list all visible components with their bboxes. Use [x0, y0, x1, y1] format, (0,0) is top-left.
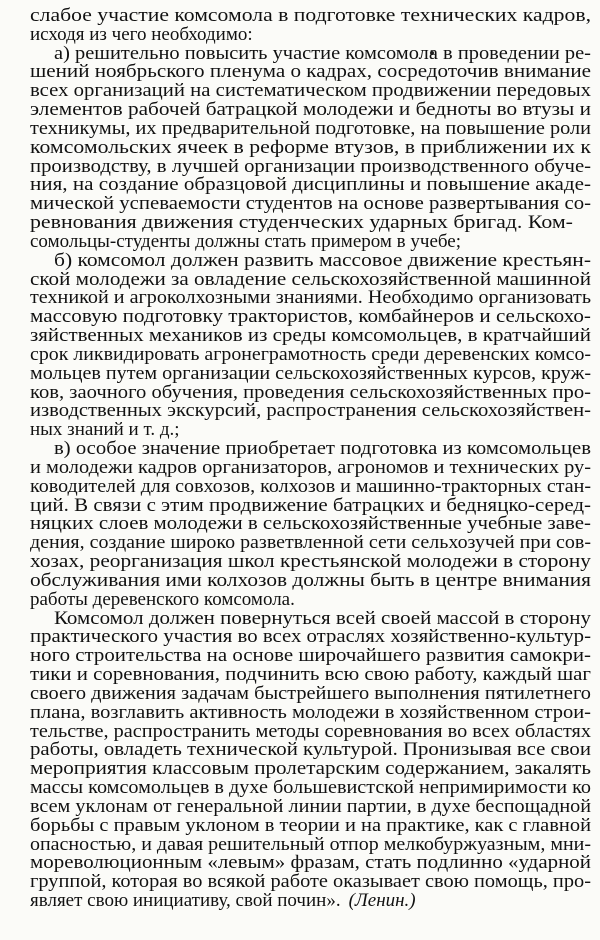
text-line: комсомольских ячеек в реформе втузов, в приближении их к [30, 137, 592, 158]
text-line: срок ликвидировать агронеграмотность среди деревенских комсо- [30, 344, 592, 365]
text-line: всем уклонам от генеральной линии партии, в духе беспощадной [30, 796, 592, 817]
text-line: няцких слоев молодежи в сельскохозяйственные учебные заве- [30, 513, 591, 534]
text-line: слабое участие комсомола в подготовке технических кадров, [30, 5, 591, 26]
text-line: обслуживания ими колхозов должны быть в центре внимания [30, 570, 592, 591]
text-line: мольцев путем организации сельскохозяйственных курсов, круж- [30, 363, 592, 384]
text-line: работы, овладеть технической культурой. Пронизывая все свои [30, 739, 591, 760]
text-line: массовую подготовку трактористов, комбайнеров и сельскохо- [30, 306, 591, 327]
text-line: массы комсомольцев в духе большевистской непримиримости ко [30, 777, 592, 798]
text-line: изводственных экскурсий, распространения сельскохозяйствен- [30, 400, 592, 421]
text-line: ков, заочного обучения, проведения сельскохозяйственных про- [30, 382, 592, 403]
text-line: исходя из чего необходимо: [30, 24, 253, 45]
text-line: б) комсомол должен развить массовое движение крестьян- [54, 250, 591, 271]
text-line: мореволюционным «левым» фразам, стать подлинно «ударной [30, 852, 591, 873]
text-line: опасностью, и давая решительный отпор мелкобуржуазным, мни- [30, 834, 592, 855]
text-line: и молодежи кадров организаторов, агрономов и технических ру- [30, 457, 591, 478]
text-line: Комсомол должен повернуться всей своей массой в сторону [54, 608, 591, 629]
text-line: дения, создание широко разветвленной сети сельхозучей при сов- [30, 532, 591, 553]
text-line: а) решительно повысить участие комсомола в проведении ре- [54, 43, 591, 64]
text-line: тельстве, распространить методы соревнования во всех областях [30, 721, 592, 742]
text-line: ного строительства на основе широчайшего развития самокри- [30, 645, 591, 666]
text-line: тики и соревнования, подчинить всю свою работу, каждый шаг [30, 664, 591, 685]
text-line: элементов рабочей батрацкой молодежи и бедноты во втузы и [30, 99, 591, 120]
text-line: хозах, реорганизация школ крестьянской молодежи в сторону [30, 551, 591, 572]
text-line: ководителей для совхозов, колхозов и машинно-тракторных стан- [30, 476, 592, 497]
text-line: практического участия во всех отраслях хозяйственно-культур- [30, 626, 591, 647]
text-line: производству, в лучшей организации производственного обуче- [30, 156, 592, 177]
text-line: группой, которая во всякой работе оказывает свою помощь, про- [30, 871, 591, 892]
citation: (Ленин.) [348, 890, 416, 911]
text-line: шений ноябрьского пленума о кадрах, сосредоточив внимание [30, 61, 591, 82]
text-line: ния, на создание образцовой дисциплины и повышение акаде- [30, 174, 592, 195]
text-line: являет свою инициативу, свой почин». [30, 890, 341, 911]
text-line: борьбы с правым уклоном в теории и на практике, как с главной [30, 815, 592, 836]
text-line: в) особое значение приобретает подготовка из комсомольцев [54, 438, 591, 459]
text-line: техникой и агроколхозными знаниями. Необходимо организовать [30, 287, 592, 308]
text-line: плана, возглавить активность молодежи в хозяйственном строи- [30, 702, 592, 723]
text-line: мической успеваемости студентов на основе развертывания со- [30, 193, 591, 214]
text-line: техникумы, их предварительной подготовке, на повышение роли [30, 118, 591, 139]
text-line: работы деревенского комсомола. [30, 589, 295, 610]
text-line: ской молодежи за овладение сельскохозяйственной машинной [30, 269, 591, 290]
text-line: ревнования движения студенческих ударных бригад. Ком- [30, 212, 573, 233]
text-line: зяйственных механиков из среды комсомольцев, в кратчайший [30, 325, 591, 346]
text-line: мероприятия классовым пролетарским содержанием, закалять [30, 758, 591, 779]
text-line: ных знаний и т. д.; [30, 419, 180, 440]
text-line: ций. В связи с этим продвижение батрацких и бедняцко-серед- [30, 495, 591, 516]
text-line: всех организаций на систематическом продвижении передовых [30, 80, 592, 101]
text-line: сомольцы-студенты должны стать примером в учебе; [30, 231, 462, 252]
text-line: своего движения задачам быстрейшего выполнения пятилетнего [30, 683, 591, 704]
